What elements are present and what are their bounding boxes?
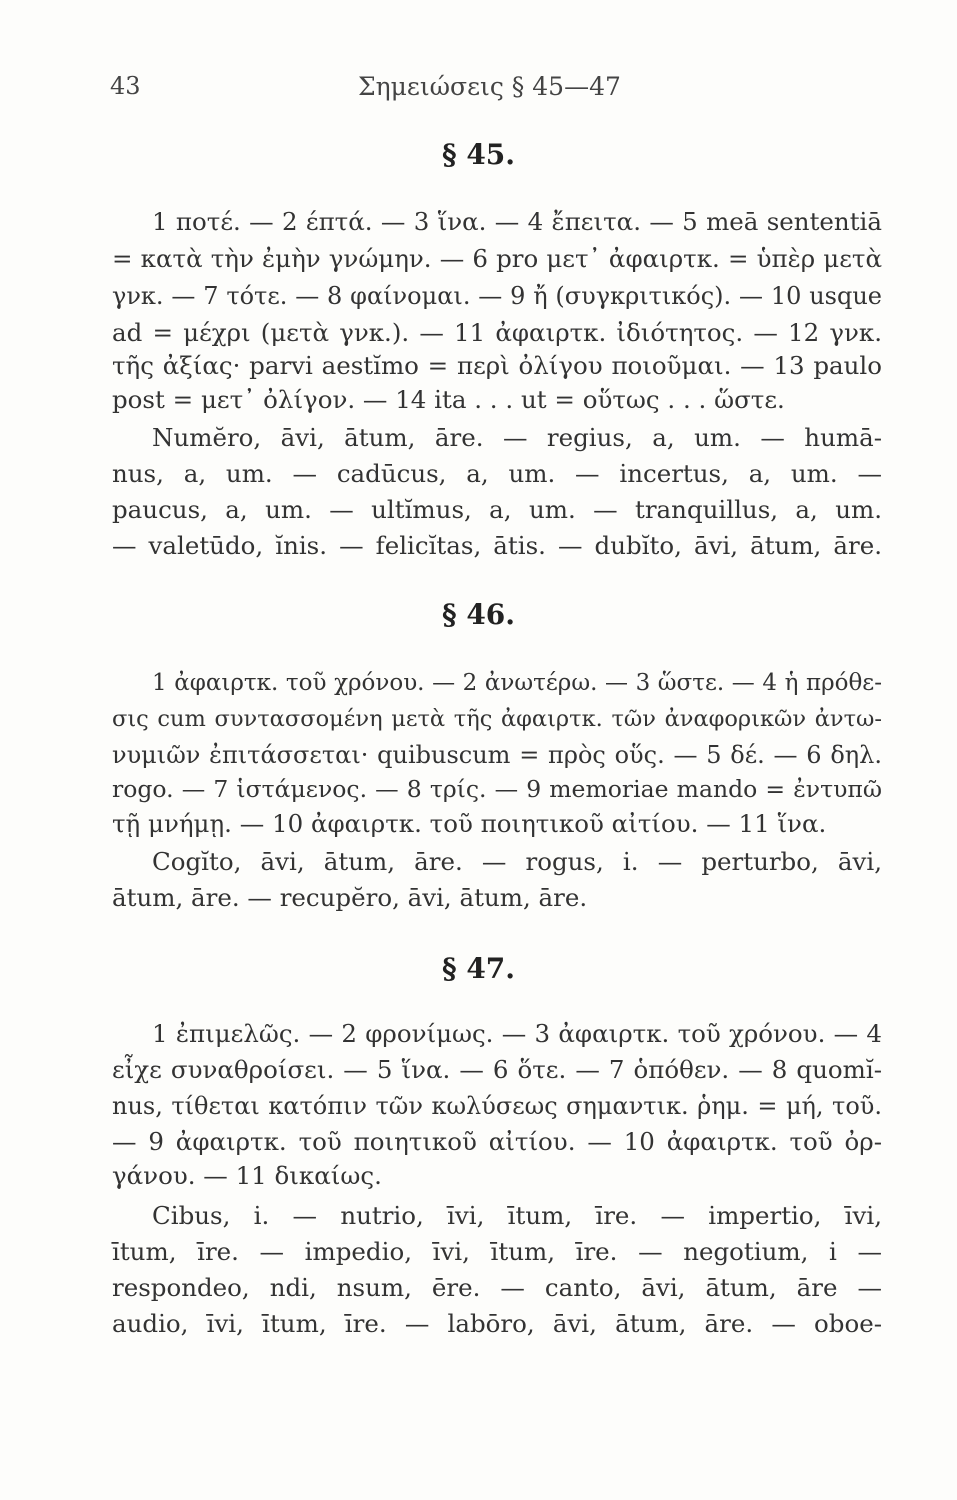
- text-line: rogo. — 7 ἱστάμενος. — 8 τρίς. — 9 memoriae mando = ἐντυπῶ: [112, 775, 882, 803]
- text-line: paucus, a, um. — ultĭmus, a, um. — tranquillus, a, um.: [112, 495, 882, 524]
- text-line: nus, a, um. — cadūcus, a, um. — incertus, a, um. —: [112, 459, 882, 488]
- text-line: — 9 ἀφαιρτκ. τοῦ ποιητικοῦ αἰτίου. — 10 ἀφαιρτκ. τοῦ ὀρ-: [112, 1127, 882, 1156]
- text-line: audio, īvi, ītum, īre. — labōro, āvi, ātum, āre. — oboe-: [112, 1309, 882, 1338]
- section-heading-46: § 46.: [441, 598, 516, 631]
- running-head: Σημειώσεις § 45—47: [358, 72, 621, 101]
- text-line: τῆς ἀξίας· parvi aestĭmo = περὶ ὀλίγου ποιοῦμαι. — 13 paulo: [112, 351, 882, 380]
- text-line: — valetūdo, ĭnis. — felicĭtas, ātis. — dubĭto, āvi, ātum, āre.: [112, 531, 882, 560]
- text-line: Cibus, i. — nutrio, īvi, ītum, īre. — impertio, īvi,: [152, 1201, 882, 1230]
- section-heading-47: § 47.: [441, 952, 516, 985]
- text-line: σις cum συντασσομένη μετὰ τῆς ἀφαιρτκ. τῶν ἀναφορικῶν ἀντω-: [112, 706, 882, 732]
- text-line: ātum, āre. — recupĕro, āvi, ātum, āre.: [112, 883, 588, 912]
- text-line: 1 ἐπιμελῶς. — 2 φρονίμως. — 3 ἀφαιρτκ. τοῦ χρόνου. — 4: [152, 1019, 882, 1048]
- text-line: νυμιῶν ἐπιτάσσεται· quibuscum = πρὸς οὕς. — 5 δέ. — 6 δηλ.: [112, 741, 882, 769]
- text-line: 1 ἀφαιρτκ. τοῦ χρόνου. — 2 ἀνωτέρω. — 3 ὥστε. — 4 ἡ πρόθε-: [152, 670, 882, 696]
- text-line: Numĕro, āvi, ātum, āre. — regius, a, um. — humā-: [152, 423, 882, 452]
- text-line: 1 ποτέ. — 2 έπτά. — 3 ἵνα. — 4 ἔπειτα. — 5 meā sententiā: [152, 207, 882, 236]
- text-line: τῇ μνήμῃ. — 10 ἀφαιρτκ. τοῦ ποιητικοῦ αἰτίου. — 11 ἵνα.: [112, 809, 827, 838]
- text-line: εἶχε συναθροίσει. — 5 ἵνα. — 6 ὅτε. — 7 ὁπόθεν. — 8 quomĭ-: [112, 1055, 882, 1084]
- text-line: Cogĭto, āvi, ātum, āre. — rogus, i. — perturbo, āvi,: [152, 847, 882, 876]
- section-heading-45: § 45.: [441, 138, 516, 171]
- text-line: γάνου. — 11 δικαίως.: [112, 1161, 382, 1190]
- text-line: ītum, īre. — impedio, īvi, ītum, īre. — negotium, i —: [112, 1237, 882, 1266]
- text-line: γνκ. — 7 τότε. — 8 φαίνομαι. — 9 ἤ (συγκριτικός). — 10 usque: [112, 282, 882, 310]
- text-line: post = μετ᾽ ὀλίγον. — 14 ita . . . ut = οὕτως . . . ὥστε.: [112, 385, 785, 414]
- text-line: respondeo, ndi, nsum, ēre. — canto, āvi, ātum, āre —: [112, 1273, 882, 1302]
- text-line: ad = μέχρι (μετὰ γνκ.). — 11 ἀφαιρτκ. ἰδιότητος. — 12 γνκ.: [112, 318, 882, 347]
- text-line: nus, τίθεται κατόπιν τῶν κωλύσεως σημαντικ. ῥημ. = μή, τοῦ.: [112, 1092, 882, 1120]
- text-line: = κατὰ τὴν ἐμὴν γνώμην. — 6 pro μετ᾽ ἀφαιρτκ. = ὑπὲρ μετὰ: [112, 244, 882, 273]
- page-number: 43: [110, 72, 141, 100]
- page-header: [110, 72, 887, 112]
